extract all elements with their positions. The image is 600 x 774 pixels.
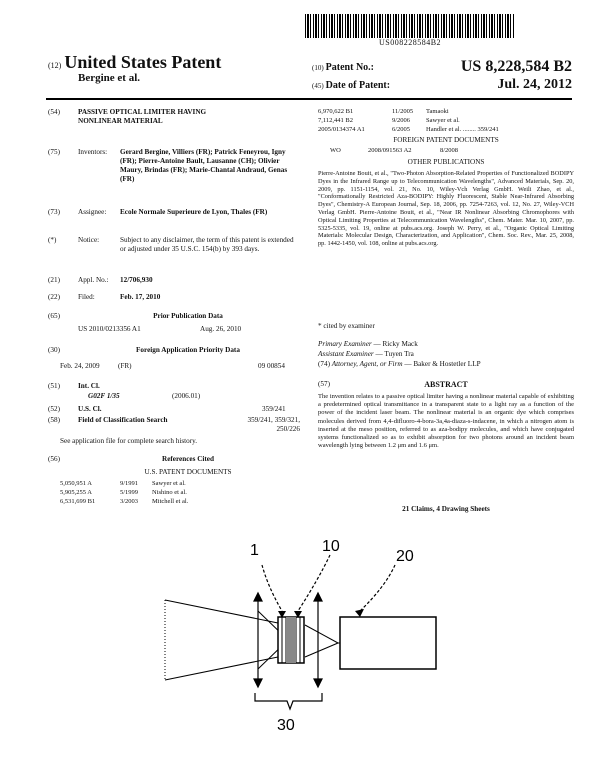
patent-title: PASSIVE OPTICAL LIMITER HAVING NONLINEAR MATERIAL <box>78 108 207 125</box>
lens-right-arrow-bottom <box>314 679 322 687</box>
filed-date: Feb. 17, 2010 <box>120 293 161 301</box>
us-patent-heading: U.S. PATENT DOCUMENTS <box>144 468 232 476</box>
label-10: 10 <box>322 538 340 555</box>
foreign-heading: Foreign Application Priority Data <box>136 346 240 354</box>
detector-box <box>340 617 436 669</box>
attorney: (74) Attorney, Agent, or Firm — Baker & Hostetler LLP <box>318 360 481 368</box>
ref-row <box>60 498 300 507</box>
drawing-figure <box>0 525 600 755</box>
foreign-ref-number: 2008/091563 A2 <box>368 147 412 154</box>
assignee-tag: (73) <box>48 208 60 216</box>
uscl-value: 359/241 <box>262 405 286 413</box>
inventors-list: Gerard Bergine, Villiers (FR); Patrick Feneyrou, Igny (FR); Pierre-Antoine Bault, Lausanne (CH); Olivier Maury, Brindas (FR); Marie-Chantal Andraud, Genas (FR) <box>120 148 288 183</box>
ref-no: 6,531,699 B1 <box>60 498 96 505</box>
header-rule <box>46 98 572 100</box>
patent-no-label: (10) Patent No.: <box>312 62 374 73</box>
barcode-number: US008228584B2 <box>378 38 442 47</box>
ref-row <box>60 480 300 489</box>
ref-no: 5,905,255 A <box>60 489 92 496</box>
uscl-tag: (52) <box>48 405 60 413</box>
ref-row <box>60 489 300 498</box>
nonlinear-material <box>286 617 296 663</box>
appl-number: 12/706,930 <box>120 276 153 284</box>
country-title <box>48 52 221 73</box>
appl-label: Appl. No.: <box>78 276 109 284</box>
date-label: (45) Date of Patent: <box>312 80 391 91</box>
assistant-examiner: Assistant Examiner — Tuyen Tra <box>318 350 414 358</box>
see-application: See application file for complete search history. <box>60 437 198 445</box>
ref-date: 6/2005 <box>392 126 411 133</box>
inventors-tag: (75) <box>48 148 60 156</box>
prior-tag: (65) <box>48 312 60 320</box>
callout-1 <box>262 565 282 611</box>
foreign-tag: (30) <box>48 346 60 354</box>
field-tag: (58) <box>48 416 60 424</box>
ref-no: 5,050,951 A <box>60 480 92 487</box>
inventor-short: Bergine et al. <box>78 72 141 84</box>
uscl-label: U.S. Cl. <box>78 405 102 413</box>
field-value: 359/241, 359/321, 250/226 <box>247 416 300 433</box>
ref-date: 11/2005 <box>392 108 414 115</box>
intcl-tag: (51) <box>48 382 60 390</box>
callout-10 <box>298 555 330 611</box>
filed-label: Filed: <box>78 293 95 301</box>
inventors-label: Inventors: <box>78 148 108 156</box>
notice-value: Subject to any disclaimer, the term of this patent is extended or adjusted under 35 U.S.C. 154(b) by 393 days. <box>120 236 294 253</box>
refs-heading: References Cited <box>162 455 214 463</box>
ref-name: Sawyer et al. <box>152 480 186 487</box>
foreign-docs-heading: FOREIGN PATENT DOCUMENTS <box>393 136 499 144</box>
intcl-label: Int. Cl. <box>78 382 100 390</box>
foreign-date: Feb. 24, 2009 <box>60 362 100 370</box>
primary-examiner: Primary Examiner — Ricky Mack <box>318 340 418 348</box>
intcl-year: (2006.01) <box>172 392 201 400</box>
refs-tag: (56) <box>48 455 60 463</box>
label-30: 30 <box>277 717 295 734</box>
other-publications: Pierre-Antoine Bouit, et al., "Two-Photon Absorption-Related Properties of Functionalized BODIPY Dyes in the Infrared Range up to Telecommunication Wavelengths", Advanced Materials, Sep. 20, 2009, pp. 1151-1154, vol. 21, No. 10, Wiley-Vch Verlag GmbH. Weili Zhao, et al., "Conformationally Restricted Aza-BODIPY: Highly Fluorescent, Stable Near-Infrared Absorbing Dyes", Chemistry-A European Journal, Sep. 18, 2006, pp. 7254-7263, vol. 12, No. 27, Wiley-VCH Verlag GmbH. Pierre-Antoine Bouit, et al., "Near IR Nonlinear Absorbing Chromophores with Optical Limiting Properties at Telecommunication Wavelengths", Chem. Mater. Mar. 10, 2007, pp. 5325-5335, vol. 19, online at pubs.acs.org. Joseph W. Perry, et al., "Organic Optical Limiting Materials: Molecular Design, Characterization, and Application", Chem. Soc. Rev., Mar. 25, 2008, pp. 1442-1450, vol. 108, online at pubs.acs.org. <box>318 170 574 248</box>
foreign-ref-code: WO <box>330 147 341 154</box>
us-refs-list <box>60 480 300 507</box>
country-tag: (12) <box>48 61 62 70</box>
out-lower <box>305 643 338 657</box>
ref-no: 6,970,622 B1 <box>318 108 354 115</box>
other-pubs-heading: OTHER PUBLICATIONS <box>407 158 485 166</box>
cont-refs-list <box>318 108 574 135</box>
notice-label: Notice: <box>78 236 100 244</box>
ref-no: 2005/0134374 A1 <box>318 126 365 133</box>
callout-20 <box>360 565 395 611</box>
claims-sheets: 21 Claims, 4 Drawing Sheets <box>402 505 490 513</box>
abstract-heading: ABSTRACT <box>424 380 468 389</box>
title-tag: (54) <box>48 108 60 116</box>
field-label: Field of Classification Search <box>78 416 168 424</box>
cited-by-examiner: * cited by examiner <box>318 322 375 330</box>
ref-name: Nishino et al. <box>152 489 187 496</box>
lens-right-arrow-top <box>314 593 322 601</box>
out-upper <box>305 625 338 643</box>
ref-date: 5/1999 <box>120 489 139 496</box>
ref-name: Handler et al. ........ 359/241 <box>426 126 499 133</box>
patent-number: US 8,228,584 B2 <box>460 58 572 75</box>
abstract-text: The invention relates to a passive optical limiter having a nonlinear material capable of exhibiting a predetermined optical transmittance in a transparent state to a light ray as a function of the power of the incident laser beam. The nonlinear material is an organic dye which comprises molecules derived from 4,4-difluoro-4-bora-3a,4a-diaza-s-indacene, in which a nitrogen atom is inserted at the meso position, referred to as aza-bodipy molecules, and which have conjugated systems functionalized so as to exhibit absorption for two photons around an incident beam wavelength lying between 1.2 μm and 1.6 μm. <box>318 393 574 450</box>
prior-heading: Prior Publication Data <box>153 312 223 320</box>
label-1: 1 <box>250 542 259 559</box>
ref-name: Tamaoki <box>426 108 449 115</box>
brace-30 <box>255 693 322 709</box>
ref-row <box>318 108 574 117</box>
ref-date: 9/1991 <box>120 480 139 487</box>
country-name: United States Patent <box>64 52 222 72</box>
lens-left-arrow-top <box>254 593 262 601</box>
beam-line-upper-in <box>165 600 278 623</box>
abstract-tag: (57) <box>318 380 330 388</box>
ref-name: Mitchell et al. <box>152 498 189 505</box>
ref-row <box>318 117 574 126</box>
filed-tag: (22) <box>48 293 60 301</box>
ref-name: Sawyer et al. <box>426 117 460 124</box>
prior-date: Aug. 26, 2010 <box>200 325 242 333</box>
assignee-label: Assignee: <box>78 208 107 216</box>
label-20: 20 <box>396 548 414 565</box>
ref-date: 3/2003 <box>120 498 139 505</box>
lens-left-arrow-bottom <box>254 679 262 687</box>
barcode <box>305 14 515 38</box>
foreign-number: 09 00854 <box>258 362 285 370</box>
prior-pub: US 2010/0213356 A1 <box>78 325 141 333</box>
notice-tag: (*) <box>48 236 57 244</box>
foreign-ref-date: 8/2008 <box>440 147 459 154</box>
assignee-value: Ecole Normale Superieure de Lyon, Thales (FR) <box>120 208 268 216</box>
ref-row <box>318 126 574 135</box>
foreign-country: (FR) <box>118 362 132 370</box>
intcl-code: G02F 1/35 <box>88 392 120 400</box>
beam-line-lower-in <box>165 657 278 680</box>
ref-no: 7,112,441 B2 <box>318 117 353 124</box>
ref-date: 9/2006 <box>392 117 411 124</box>
patent-date: Jul. 24, 2012 <box>497 77 572 92</box>
appl-tag: (21) <box>48 276 60 284</box>
